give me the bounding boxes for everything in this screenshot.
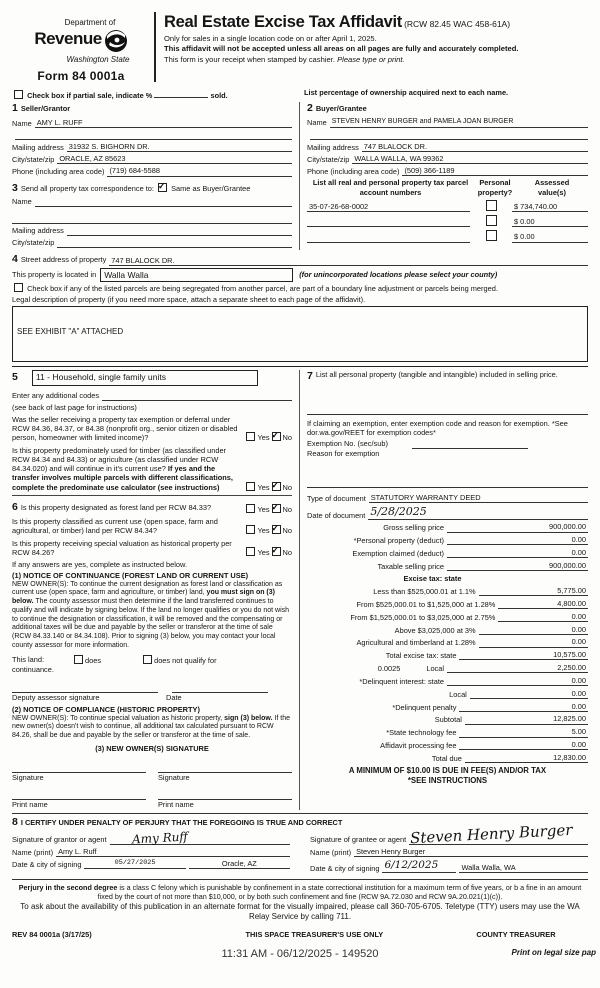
seller-name2-field[interactable] [15,130,292,140]
section7-number: 7 [307,369,313,382]
grantor-city-field[interactable]: Oracle, AZ [189,859,290,869]
notice1-body: NEW OWNER(S): To continue the current designation as forest land or classification as current use (open space, farm and agriculture, or timber) land, you must sign on (3) below. The county assessor must then determine if the land transferred continues to qualify and will indicate by signing below. If the land no longer qualifies or you do not wish to continue the designation or classification, it will be removed and the compensating or additional taxes will be due and payable by the seller or transferor at the time of sale (RCW 84.33.140 or 84.34.108). Prior to signing (3) below, you may contact your local county assessor for more information. [12,580,290,649]
exemption-claimed-field[interactable]: 0.00 [447,548,588,558]
sold-label: sold. [210,91,228,101]
partial-sale-row [12,88,296,100]
parcel-row [307,215,588,227]
tier3-tax-field[interactable]: 0.00 [498,612,588,622]
grantor-name-label: Name (print) [12,847,54,857]
q3-no-checkbox[interactable] [272,504,281,513]
parcel-table-header: List all real and personal property tax parcel account numbers Personal property? Assessed value(s) [312,178,570,197]
grantee-city-field[interactable]: Walla Walla, WA [459,863,588,873]
assessed-value-field[interactable]: $ 0.00 [512,232,588,242]
dept-of-label: Department of [64,18,116,27]
minimum-due-note: A MINIMUM OF $10.00 IS DUE IN FEE(S) AND/OR TAX [348,765,547,775]
seller-city-field[interactable]: ORACLE, AZ 85623 [57,154,292,164]
cashier-stamp: 11:31 AM - 06/12/2025 - 149520 [221,948,379,961]
reason-exemption-label: Reason for exemption [307,448,380,458]
seller-mailing-label: Mailing address [12,142,64,152]
street-address-field[interactable]: 747 BLALOCK DR. [109,256,588,266]
assessed-value-field[interactable]: $ 734,740.00 [512,202,588,212]
section1-number: 1 [12,102,18,115]
header-divider [154,12,156,82]
excise-tax-state-header: Excise tax: state [403,574,462,584]
taxcorr-name-label: Name [12,197,32,207]
total-excise-state-field[interactable]: 10,575.00 [459,650,588,660]
form-title-rcw: (RCW 82.45 WAC 458-61A) [404,19,511,29]
assessed-value-field[interactable]: $ 0.00 [512,217,588,227]
see-instructions-note: *SEE INSTRUCTIONS [407,775,488,785]
parcel-number-field[interactable]: 35-07-26-68-0002 [307,202,470,212]
county-dropdown[interactable]: Walla Walla [100,268,293,283]
q4-yes-checkbox[interactable] [246,525,255,534]
partial-sale-checkbox[interactable] [14,90,23,99]
state-technology-fee-field[interactable]: 5.00 [459,727,588,737]
exemption-no-field[interactable] [412,439,528,449]
revenue-wordmark: Revenue [34,29,102,48]
parcel-number-field[interactable] [307,217,470,227]
section2-number: 2 [307,102,313,115]
section1-title: Seller/Grantor [20,104,71,114]
subtotal-field[interactable]: 12,825.00 [465,714,588,724]
doc-date-label: Date of document [307,510,366,520]
section3-label: Send all property tax correspondence to: [20,183,154,193]
buyer-city-label: City/state/zip [307,154,350,164]
form-header [12,10,588,84]
grantor-signature: Amy Ruff [131,829,189,847]
notice1-title: (1) NOTICE OF CONTINUANCE (FOREST LAND OR CURRENT USE) [12,571,249,581]
seller-city-label: City/state/zip [12,155,55,165]
personal-property-checkbox[interactable] [486,215,497,226]
same-as-buyer-checkbox[interactable] [158,183,167,192]
grantee-sig-label: Signature of grantee or agent [310,835,407,845]
header-note2: This affidavit will not be accepted unless all areas on all pages are fully and accurately completed. [164,44,519,54]
print-size-note: Print on legal size pap [511,948,596,957]
exemption-note: If claiming an exemption, enter exemption code and reason for exemption. *See dor.wa.gov/REET for exemption codes* [307,419,568,438]
tier4-tax-field[interactable]: 0.00 [479,625,588,635]
grantee-signature: Steven Henry Burger [409,820,573,847]
q2-yes-checkbox[interactable] [246,482,255,491]
q1-no-checkbox[interactable] [272,432,281,441]
perjury-note: Perjury in the second degree is a class C felony which is punishable by confinement in a state correctional institution for a maximum term of five years, or b a fine in an amount fixed by the court of not more than $10,000, or by both such confinement and fine (RCW 9A.72.030 and RCW 9A.20.021(1)(c)). [18,883,582,902]
segregated-label: Check box if any of the listed parcels are being segregated from another parcel, are part of a boundary line adjustment or parcels being merged. [27,284,498,294]
grantee-date-label: Date & city of signing [310,863,380,873]
reet-affidavit-form: Department of Revenue Washington State Form 84 0001a Real Estate Excise Tax Affidavit (RCW 82.45 WAC 458-61A) Only for sales in a single location code on or after April 1, 2025. This affidavit will not be accepted unless all areas on all pages are fully and accurately completed. This form is your receipt when stamped by cashier. Please type or print. Check box if partial sale, indicate % sold. List percentage of ownership acquired next to each name. 1 Seller/Grantor Name AMY L. RUFF Mailing address 31932 S. BIGHORN DR. City/state/zip ORACLE, AZ 85623 Phone (including area code) (719) 684-5588 3 Send all property tax correspondence to: ✓ Same as Buyer/Grantee Name Mailing address City/state/zip 2 Buyer/Grantee Name STEVEN HENRY BURGER and PAMELA JOAN BURGER Mailing address 747 BLALOCK DR. City/state/zip WALLA WALLA, WA 99362 Phone (including area code) (509) 366-1189 List all real and personal property tax parcel account numbers Personal property? Assessed value(s) 35-07-26-68-0002 $ 734,740.00 $ 0.00 $ 0.00 4 Street address of property 747 BLALOCK DR. This property is located in Walla Walla (for unincorporated locations please select your county) Check box if any of the listed parcels are being segregated from another parcel, are part of a boundary line adjustment or parcels being merged. Legal description of property (if you need more space, attach a separate sheet to each page of the affidavit). SEE EXHIBIT "A" ATTACHED 5 11 - Household, single family units Enter any additional codes (see back of last page for instructions) Was the seller receiving a property tax exemption or deferral under RCW 84.36, 84.37, or 84.38 (nonprofit org., senior citizen or disabled person, homeowner with limited income)? Yes ✓ No Is this property predominately used for timber (as classified under RCW 84.34 and 84.33) or agriculture (as classified under RCW 84.34.020) and will continue in it's current use? If yes and the transfer involves multiple parcels with different classifications, complete the predominate use calculator (see instructions) Yes ✓ No 6 Is this property designated as forest land per RCW 84.33? Yes ✓ No Is this property classified as current use (open space, farm and agricultural, or timber) land per RCW 84.34? Yes ✓ No Is this property receiving special valuation as historical property per RCW 84.26? Yes ✓ No If any answers are yes, complete as instructed below. (1) NOTICE OF CONTINUANCE (FOREST LAND OR CURRENT USE) NEW OWNER(S): To continue the current designation as forest land or classification as current use (open space, farm and agriculture, or timber) land, you must sign on (3) below. The county assessor must then determine if the land transferred continues to qualify and will indicate by signing below. If the land no longer qualifies or you do not wish to continue the designation or classification, it will be removed and the compensating or additional taxes will be due and payable by the seller or transferor at the time of sale (RCW 84.33.140 or 84.34.108). Prior to signing (3) below, you may contact your local county assessor for more information. This land: does does not qualify for continuance. Deputy assessor signature Date (2) NOTICE OF COMPLIANCE (HISTORIC PROPERTY) NEW OWNER(S): To continue special valuation as historic property, sign (3) below. If the new owner(s) doesn't wish to continue, all additional tax calculated pursuant to RCW 84.26, shall be due and payable by the seller or transferor at the time of sale. (3) NEW OWNER(S) SIGNATURE Signature Signature Print name Print name 7 List all personal property (tangible and intangible) included in selling price. If claiming an exemption, enter exemption code and reason for exemption. *See dor.wa.gov/REET for exemption codes* Exemption No. (sec/sub) Reason for exemption Type of document STATUTORY WARRANTY DEED Date of document 5/28/2025 Gross selling price 900,000.00 *Personal property (deduct) 0.00 Exemption claimed (deduct) 0.00 Taxable selling price 900,000.00 Excise tax: state Less than $525,000.01 at 1.1% 5,775.00 From $525,000.01 to $1,525,000 at 1.28% 4,800.00 From $1,525,000.01 to $3,025,000 at 2.75% 0.00 Above $3,025,000 at 3% 0.00 Agricultural and timberland at 1.28% 0.00 Total excise tax: state 10,575.00 0.0025 Local 2,250.00 *Delinquent interest: state 0.00 Local 0.00 *Delinquent penalty 0.00 Subtotal 12,825.00 *State technology fee 5.00 Affidavit processing fee 0.00 Total due 12,830.00 A MINIMUM OF $10.00 IS DUE IN FEE(S) AND/OR TAX *SEE INSTRUCTIONS 8 I CERTIFY UNDER PENALTY OF PERJURY THAT THE FOREGOING IS TRUE AND CORRECT Amy Ruff Signature of grantor or agent Name (print) Amy L. Ruff Date & city of signing 05/27/2025 Oracle, AZ Steven Henry Burger Signature of grantee or agent Name (print) Steven Henry Burger Date & city of signing 6/12/2025 Walla Walla, WA Perjury in the second degree is a class C felony which is punishable by confinement in a state correctional institution for a maximum term of five years, or b a fine in an amount fixed by the court of not more than $10,000, or by both such confinement and fine (RCW 9A.72.030 and RCW 9A.20.021(1)(c)). To ask about the availability of this publication in an alternate format for the visually impaired, please call 360-705-6705. Teletype (TTY) users may use the WA Relay Service by calling 711. REV 84 0001a (3/17/25) THIS SPACE TREASURER'S USE ONLY COUNTY TREASURER 11:31 AM - 06/12/2025 - 149520 Print on legal size pap [0,0,600,988]
section8-number: 8 [12,815,18,828]
segregated-checkbox[interactable] [14,283,23,292]
doc-type-label: Type of document [307,493,366,503]
legal-description-label: Legal description of property (if you need more space, attach a separate sheet to each page of the affidavit). [12,294,366,304]
new-owner-signature2-field[interactable] [158,763,292,773]
deputy-date-field[interactable] [172,683,268,693]
street-label: Street address of property [20,254,107,264]
notice2-title: (2) NOTICE OF COMPLIANCE (HISTORIC PROPERTY) [12,705,200,715]
personal-property-label: List all personal property (tangible and intangible) included in selling price. [315,369,558,379]
buyer-mailing-label: Mailing address [307,142,359,152]
notice2-body: NEW OWNER(S): To continue special valuation as historic property, sign (3) below. If the new owner(s) doesn't wish to continue, all additional tax calculated pursuant to RCW 84.26, shall be due and payable by the seller or transferor at the time of sale. [12,714,291,740]
revenue-logo-icon [104,29,128,55]
buyer-mailing-field[interactable]: 747 BLALOCK DR. [362,142,588,152]
taxable-selling-price-field[interactable]: 900,000.00 [447,561,588,571]
grantor-name-field[interactable]: Amy L. Ruff [56,847,290,857]
form-number: Form 84 0001a [37,69,125,84]
grantor-date-label: Date & city of signing [12,859,82,869]
taxcorr-name2-field[interactable] [12,214,292,224]
parcel-number-field[interactable] [307,233,470,243]
form-title: Real Estate Excise Tax Affidavit [164,13,403,31]
taxcorr-mailing-label: Mailing address [12,226,64,236]
dor-logo-block [12,10,150,84]
partial-percent-field[interactable] [154,88,208,98]
historic-property-question: Is this property receiving special valuation as historical property per RCW 84.26? [12,538,232,557]
tier1-tax-field[interactable]: 5,775.00 [479,586,588,596]
q1-yes-checkbox[interactable] [246,432,255,441]
q2-no-checkbox[interactable] [272,482,281,491]
seller-phone-field[interactable]: (719) 684-5588 [107,166,292,176]
seller-mailing-field[interactable]: 31932 S. BIGHORN DR. [67,142,292,152]
certify-statement: I CERTIFY UNDER PENALTY OF PERJURY THAT THE FOREGOING IS TRUE AND CORRECT [20,817,343,827]
form-footer [12,879,588,939]
same-as-buyer-label: Same as Buyer/Grantee [171,183,251,193]
new-owner-print1-field[interactable] [12,790,146,800]
tax-computation-block: Type of document STATUTORY WARRANTY DEED Date of document 5/28/2025 Gross selling price 900,000.00 *Personal property (deduct) 0.00 Exemption claimed (deduct) 0.00 Taxable selling price 900,000.00 Excise tax: state Less than $525,000.01 at 1.1% 5,775.00 From $525,000.01 to $1,525,000 at 1.28% 4,800.00 From $1,525,000.01 to $3,025,000 at 2.75% 0.00 Above $3,025,000 at 3% 0.00 Agricultural and timberland at 1.28% 0.00 Total excise tax: state 10,575.00 0.0025 Local 2,250.00 *Delinquent interest: state 0.00 Local 0.00 *Delinquent penalty 0.00 Subtotal 12,825.00 *State technology fee 5.00 Affidavit processing fee 0.00 Total due 12,830.00 A MINIMUM OF $10.00 IS DUE IN FEE(S) AND/OR TAX *SEE INSTRUCTIONS [307,487,588,786]
doc-type-field[interactable]: STATUTORY WARRANTY DEED [369,493,588,503]
affidavit-processing-fee-field[interactable]: 0.00 [459,740,588,750]
new-owner-signature1-field[interactable] [12,763,146,773]
additional-codes-note: (see back of last page for instructions) [12,402,137,412]
county-treasurer-label: COUNTY TREASURER [476,930,556,940]
continuance-label: continuance. [12,664,54,674]
does-not-checkbox[interactable] [143,655,152,664]
current-use-question: Is this property classified as current use (open space, farm and agricultural, or timber) land per RCW 84.34? [12,517,218,536]
delinquent-interest-local-field[interactable]: 0.00 [470,689,588,699]
seller-phone-label: Phone (including area code) [12,167,105,177]
q3-yes-checkbox[interactable] [246,504,255,513]
section4-number: 4 [12,252,18,265]
personal-property-field[interactable] [307,405,588,415]
additional-codes-field[interactable] [102,391,292,401]
taxcorr-name-field[interactable] [35,197,292,207]
section2-title: Buyer/Grantee [315,104,367,114]
new-owner-print2-field[interactable] [158,790,292,800]
doc-date-field[interactable]: 5/28/2025 [368,505,588,520]
buyer-name2-field[interactable] [310,130,588,140]
located-note: (for unincorporated locations please select your county) [299,270,498,280]
gross-selling-price-field[interactable]: 900,000.00 [447,522,588,532]
buyer-name-field[interactable]: STEVEN HENRY BURGER and PAMELA JOAN BURGER [330,118,588,128]
deputy-date-label: Date [166,693,182,703]
alt-format-note: To ask about the availability of this publication in an alternate format for the visually impaired, please call 360-705-6705. Teletype (TTY) users may use the WA Relay Service by calling 711. [20,902,580,922]
local-tax-field[interactable]: 2,250.00 [447,663,588,673]
taxcorr-city-label: City/state/zip [12,238,55,248]
located-label: This property is located in [12,270,97,280]
parcel-row [307,230,588,242]
forest-land-question: 6 Is this property designated as forest land per RCW 84.33? [12,500,212,513]
personal-property-checkbox[interactable] [486,200,497,211]
local-rate-value: 0.0025 [377,664,401,674]
tier2-tax-field[interactable]: 4,800.00 [498,599,588,609]
section6-instruction: If any answers are yes, complete as instructed below. [12,560,187,570]
agricultural-tax-field[interactable]: 0.00 [479,637,588,647]
section8 [12,813,588,876]
grantee-date-field[interactable]: 6/12/2025 [382,859,456,873]
buyer-name-label: Name [307,118,327,128]
seller-name-label: Name [12,118,32,128]
total-due-field[interactable]: 12,830.00 [465,753,588,763]
section5-number: 5 [12,371,18,384]
grantee-name-field[interactable]: Steven Henry Burger [354,847,588,857]
parcel-row [307,200,588,212]
q4-no-checkbox[interactable] [272,525,281,534]
additional-codes-label: Enter any additional codes [12,391,100,401]
grantor-date-field[interactable]: 05/27/2025 [84,859,185,869]
deputy-assessor-label: Deputy assessor signature [12,693,100,703]
new-owner-signature-title: (3) NEW OWNER(S) SIGNATURE [95,743,209,753]
treasurer-space-label: THIS SPACE TREASURER'S USE ONLY [245,930,384,940]
grantee-name-label: Name (print) [310,847,352,857]
does-checkbox[interactable] [74,655,83,664]
timber-agriculture-question: Is this property predominately used for timber (as classified under RCW 84.34 and 84.33) or agriculture (as classified under RCW 84.34.020) and will continue in it's current use? If yes and the transfer involves multiple parcels with different classifications, complete the predominate use calculator (see instructions) [12,445,233,492]
taxcorr-mailing-field[interactable] [67,226,292,236]
use-code-box[interactable]: 11 - Household, single family units [32,370,258,386]
buyer-phone-field[interactable]: (509) 366-1189 [402,166,588,176]
header-note1: Only for sales in a single location code on or after April 1, 2025. [164,33,377,43]
personal-property-checkbox[interactable] [486,230,497,241]
buyer-city-field[interactable]: WALLA WALLA, WA 99362 [352,154,588,164]
legal-description-box[interactable]: SEE EXHIBIT "A" ATTACHED [12,306,588,362]
personal-property-deduct-field[interactable]: 0.00 [447,535,588,545]
section3-number: 3 [12,181,18,194]
ownership-note: List percentage of ownership acquired next to each name. [304,88,509,98]
delinquent-interest-state-field[interactable]: 0.00 [447,676,588,686]
rev-number: REV 84 0001a (3/17/25) [12,930,92,940]
header-note3: This form is your receipt when stamped by cashier. Please type or print. [164,54,405,64]
q5-no-checkbox[interactable] [272,547,281,556]
buyer-phone-label: Phone (including area code) [307,167,400,177]
washington-state-label: Washington State [66,55,130,65]
seller-name-field[interactable]: AMY L. RUFF [35,118,292,128]
grantor-sig-label: Signature of grantor or agent [12,835,107,845]
deputy-assessor-signature-field[interactable] [12,683,158,693]
partial-sale-label: Check box if partial sale, indicate % [27,91,153,101]
section6: 6 Is this property designated as forest land per RCW 84.33? Yes ✓ No Is this property classified as current use (open space, farm and agricultural, or timber) land per RCW 84.34? Yes ✓ No Is this property receiving special valuation as historical property per RCW 84.26? Yes ✓ No If any answers are yes, complete as instructed below. (1) NOTICE OF CONTINUANCE (FOREST LAND OR CURRENT USE) NEW OWNER(S): To continue the current designation as forest land or classification as current use (open space, farm and agriculture, or timber) land, you must sign on (3) below. The county assessor must then determine if the land transferred continues to qualify and will indicate by signing below. If the land no longer qualifies or you do not wish to continue the designation or classification, it will be removed and the compensating or additional taxes will be due and payable by the seller or transferor at the time of sale (RCW 84.33.140 or 84.34.108). Prior to signing (3) below, you may contact your local county assessor for more information. This land: does does not qualify for continuance. Deputy assessor signature Date (2) NOTICE OF COMPLIANCE (HISTORIC PROPERTY) NEW OWNER(S): To continue special valuation as historic property, sign (3) below. If the new owner(s) doesn't wish to continue, all additional tax calculated pursuant to RCW 84.26, shall be due and payable by the seller or transferor at the time of sale. (3) NEW OWNER(S) SIGNATURE Signature Signature Print name Print name [12,495,292,810]
this-land-label: This land: [12,654,45,664]
section4 [12,253,588,362]
delinquent-penalty-field[interactable]: 0.00 [459,702,588,712]
exemption-no-label: Exemption No. (sec/sub) [307,439,388,449]
q5-yes-checkbox[interactable] [246,547,255,556]
exemption-deferral-question: Was the seller receiving a property tax exemption or deferral under RCW 84.36, 84.37, or 84.38 (nonprofit org., senior citizen or disabled person, homeowner with limited income)? [12,414,238,443]
taxcorr-city-field[interactable] [57,238,292,248]
